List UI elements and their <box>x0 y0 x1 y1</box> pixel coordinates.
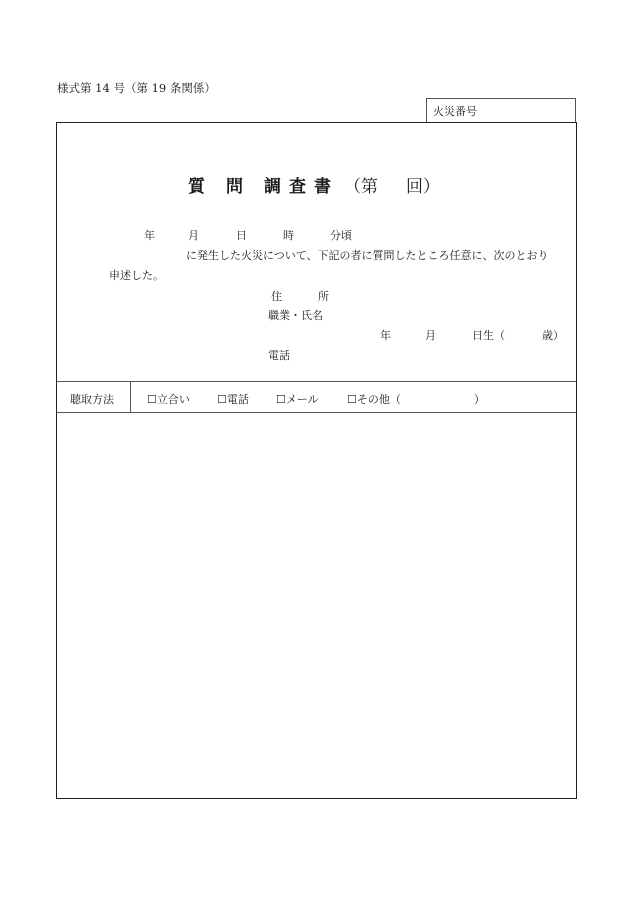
statement-line-1: に発生した火災について、下記の者に質問したところ任意に、次のとおり <box>186 249 549 262</box>
address-label-2: 所 <box>318 290 329 303</box>
occupation-name-label: 職業・氏名 <box>268 309 323 322</box>
title-session-open: （第 <box>344 177 378 197</box>
method-in-person-checkbox[interactable]: ☐立合い <box>147 393 190 406</box>
statement-line-2: 申述した。 <box>109 269 164 282</box>
fire-hour-label: 時 <box>283 229 294 242</box>
method-other-checkbox[interactable]: ☐その他（ <box>347 393 401 406</box>
title-session-close: 回） <box>406 177 440 197</box>
title-char-5: 書 <box>314 177 331 197</box>
title-char-2: 問 <box>226 177 243 197</box>
fire-minute-label: 分頃 <box>330 229 352 242</box>
title-char-3: 調 <box>264 177 281 197</box>
title-char-4: 査 <box>289 177 306 197</box>
form-number: 様式第 14 号（第 19 条関係） <box>57 81 216 95</box>
fire-month-label: 月 <box>188 229 199 242</box>
birth-month-label: 月 <box>425 329 436 342</box>
phone-label: 電話 <box>268 349 290 362</box>
method-mail-checkbox[interactable]: ☐メール <box>276 393 319 406</box>
fire-year-label: 年 <box>144 229 155 242</box>
fire-number-label: 火災番号 <box>433 105 477 118</box>
method-other-close: ） <box>474 393 485 406</box>
statement-body-area[interactable] <box>58 414 575 797</box>
method-label: 聴取方法 <box>70 393 114 406</box>
method-row-divider <box>130 381 131 412</box>
title-char-1: 質 <box>188 177 205 197</box>
birth-day-label: 日生（ <box>472 329 505 342</box>
method-row-top-border <box>57 381 576 382</box>
birth-year-label: 年 <box>380 329 391 342</box>
fire-day-label: 日 <box>236 229 247 242</box>
method-row-bottom-border <box>57 412 576 413</box>
method-phone-checkbox[interactable]: ☐電話 <box>217 393 249 406</box>
age-label: 歳） <box>542 329 564 342</box>
address-label-1: 住 <box>271 290 282 303</box>
fire-number-box[interactable] <box>426 98 576 122</box>
